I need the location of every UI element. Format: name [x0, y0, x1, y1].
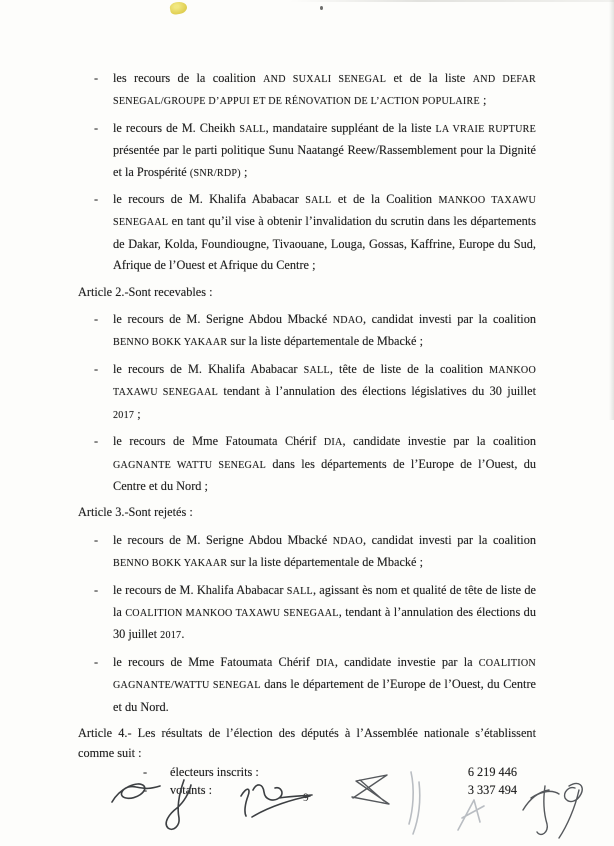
smallcaps-text: NDAO: [332, 535, 363, 547]
bullet-dash: -: [94, 434, 99, 449]
smallcaps-text: BENNO BOKK YAKAAR: [113, 337, 228, 349]
smallcaps-text: LA VRAIE RUPTURE: [435, 123, 537, 135]
article-2-list: [94, 309, 536, 497]
bullet-dash: -: [94, 582, 99, 597]
list-item: [94, 431, 536, 497]
bullet-dash: -: [94, 120, 99, 135]
smallcaps-text: 2017: [160, 630, 182, 642]
result-value: 3 337 494: [467, 783, 517, 798]
signature-3-icon: [241, 785, 312, 817]
body-text: , candidate investie par la: [334, 654, 479, 669]
smallcaps-text: MANKOO TAXAWU SENEGAAL: [113, 364, 536, 399]
body-text: .: [181, 627, 185, 642]
result-label: électeurs inscrits :: [170, 764, 259, 779]
body-text: les recours de la coalition: [113, 71, 264, 85]
body-text: , mandataire suppléant de la liste: [265, 120, 436, 135]
smallcaps-text: DIA: [316, 657, 335, 669]
bullet-dash: -: [94, 654, 99, 669]
smallcaps-text: COALITION MANKOO TAXAWU SENEGAAL: [125, 607, 339, 619]
body-text: le recours de M. Serigne Abdou Mbacké: [113, 312, 333, 327]
signature-5-icon: [409, 772, 420, 834]
smallcaps-text: DIA: [323, 437, 343, 449]
smallcaps-text: SALL: [239, 123, 266, 135]
body-text: , agissant ès nom et qualité de tête de liste de la: [113, 582, 537, 619]
body-text: présentée par le parti politique Sunu Naatangé Reew/Rassemblement pour la Dignité et la Prospérité: [113, 143, 536, 179]
signatures-row: [0, 760, 614, 846]
signature-4-icon: [352, 775, 389, 804]
body-text: , candidat investi par la coalition: [362, 532, 536, 547]
body-text: tendant à l’annulation des élections législatives du 30 juillet: [218, 384, 536, 399]
body-text: , candidate investie par la coalition: [342, 434, 536, 449]
list-item: [94, 309, 536, 354]
body-text: ;: [479, 93, 487, 108]
article-3-list: [94, 530, 536, 718]
article-4-paragraph: Article 4.- Les résultats de l’élection des députés à l’Assemblée nationale s’établissent comme suit :: [78, 725, 536, 760]
list-item: [94, 189, 536, 277]
body-text: sur la liste départementale de Mbacké ;: [227, 334, 424, 349]
smallcaps-text: SALL: [305, 195, 332, 207]
intro-recourse-list: [94, 68, 536, 277]
body-text: , candidat investi par la coalition: [362, 312, 536, 327]
bullet-dash: -: [94, 532, 99, 547]
body-text: et de la liste: [386, 71, 473, 85]
result-value: 6 219 446: [467, 764, 517, 779]
article-2-heading: Article 2.-Sont recevables :: [78, 284, 213, 299]
body-text: le recours de M. Cheikh: [113, 120, 240, 135]
body-text: , tendant à l’annulation des élections du 30 juillet: [113, 604, 536, 642]
body-text: ;: [134, 406, 141, 421]
list-item: [94, 359, 536, 426]
body-text: sur la liste départementale de Mbacké ;: [227, 555, 424, 570]
bullet-dash: -: [94, 71, 99, 85]
body-text: , tête de liste de la coalition: [329, 361, 490, 376]
body-text: en tant qu’il vise à obtenir l’invalidation du scrutin dans les départements de Dakar, Kolda, Foundiougne, Tivaouane, Louga, Gossas, Kaffrine, Europe du Sud, Afrique de l’Ouest et Afrique du Centre ;: [113, 214, 536, 273]
list-item: [94, 580, 536, 647]
smallcaps-text: MANKOO TAXAWU SENEGAAL: [113, 195, 536, 229]
scan-artifact-streak: [290, 0, 614, 2]
bullet-dash: -: [94, 312, 99, 327]
smallcaps-text: AND DEFAR SENEGAL/GROUPE D’APPUI ET DE RÉNOVATION DE L’ACTION POPULAIRE: [113, 74, 536, 108]
body-text: et de la Coalition: [331, 192, 439, 207]
body-text: dans les départements de l’Europe de l’Ouest, du Centre et du Nord ;: [113, 456, 537, 493]
bullet-dash: -: [143, 764, 148, 779]
bullet-dash: -: [94, 192, 99, 207]
result-label: votants :: [170, 783, 213, 798]
list-item: [94, 530, 536, 575]
page-number: 9: [303, 792, 309, 804]
bullet-dash: -: [143, 783, 148, 798]
yellow-highlight-mark: [169, 1, 188, 16]
smallcaps-text: (SNR/RDP): [189, 167, 241, 179]
list-item: [94, 68, 536, 113]
ink-speck: [320, 6, 323, 10]
smallcaps-text: BENNO BOKK YAKAAR: [113, 558, 228, 570]
body-text: dans le département de l’Europe de l’Ouest, du Centre et du Nord.: [113, 677, 536, 714]
body-text: le recours de M. Khalifa Ababacar: [113, 582, 287, 597]
body-text: le recours de M. Serigne Abdou Mbacké: [113, 532, 333, 547]
body-text: le recours de Mme Fatoumata Chérif: [113, 654, 317, 669]
smallcaps-text: SALL: [303, 364, 330, 376]
body-text: le recours de M. Khalifa Ababacar: [113, 361, 304, 376]
smallcaps-text: 2017: [113, 409, 135, 421]
smallcaps-text: AND SUXALI SENEGAL: [263, 74, 387, 85]
signature-2-icon: [166, 780, 191, 829]
list-item: [94, 118, 536, 184]
article-3-heading: Article 3.-Sont rejetés :: [78, 505, 193, 520]
bullet-dash: -: [94, 361, 99, 376]
smallcaps-text: NDAO: [332, 315, 363, 327]
signature-1-icon: [112, 784, 160, 802]
body-text: le recours de Mme Fatoumata Chérif: [113, 434, 324, 449]
smallcaps-text: SALL: [286, 585, 313, 597]
document-body: [78, 68, 536, 800]
signature-7-icon: [523, 784, 582, 838]
smallcaps-text: GAGNANTE WATTU SENEGAL: [113, 459, 267, 471]
body-text: le recours de M. Khalifa Ababacar: [113, 192, 306, 207]
scan-artifact-edge: [609, 0, 614, 420]
body-text: ;: [240, 164, 248, 179]
signature-6-icon: [458, 800, 484, 830]
list-item: [94, 652, 536, 718]
smallcaps-text: COALITION GAGNANTE/WATTU SENEGAL: [113, 657, 536, 692]
